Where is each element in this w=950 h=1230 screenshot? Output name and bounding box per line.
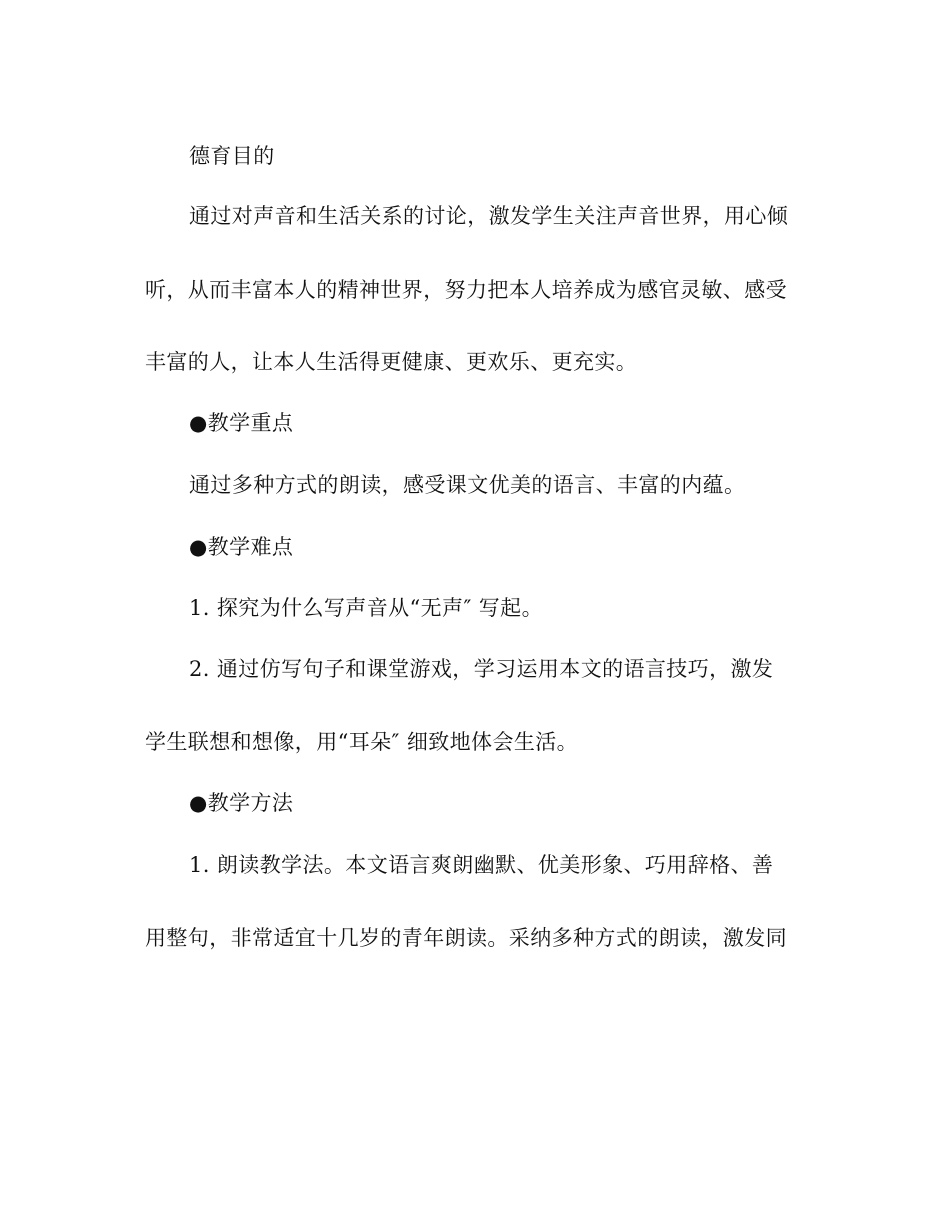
moral-paragraph-line-3: 丰富的人，让本人生活得更健康、更欢乐、更充实。 — [145, 350, 638, 374]
method-item-1-line-2: 用整句，非常适宜十几岁的青年朗读。采纳多种方式的朗读，激发同 — [145, 926, 787, 950]
method-heading: ●教学方法 — [189, 791, 294, 815]
method-item-1-line-1: 1. 朗读教学法。本文语言爽朗幽默、优美形象、巧用辞格、善 — [189, 853, 774, 877]
difficulty-item-2-line-1: 2. 通过仿写句子和课堂游戏，学习运用本文的语言技巧，激发 — [189, 657, 774, 681]
key-point-paragraph: 通过多种方式的朗读，感受课文优美的语言、丰富的内蕴。 — [189, 473, 746, 497]
key-point-heading: ●教学重点 — [189, 411, 294, 435]
moral-heading: 德育目的 — [189, 144, 275, 168]
difficulty-heading: ●教学难点 — [189, 535, 294, 559]
difficulty-item-2-line-2: 学生联想和想像，用“耳朵″ 细致地体会生活。 — [145, 730, 579, 754]
moral-paragraph-line-1: 通过对声音和生活关系的讨论，激发学生关注声音世界，用心倾 — [189, 204, 789, 228]
moral-paragraph-line-2: 听，从而丰富本人的精神世界，努力把本人培养成为感官灵敏、感受 — [145, 278, 787, 302]
difficulty-item-1: 1. 探究为什么写声音从“无声″ 写起。 — [189, 596, 543, 620]
